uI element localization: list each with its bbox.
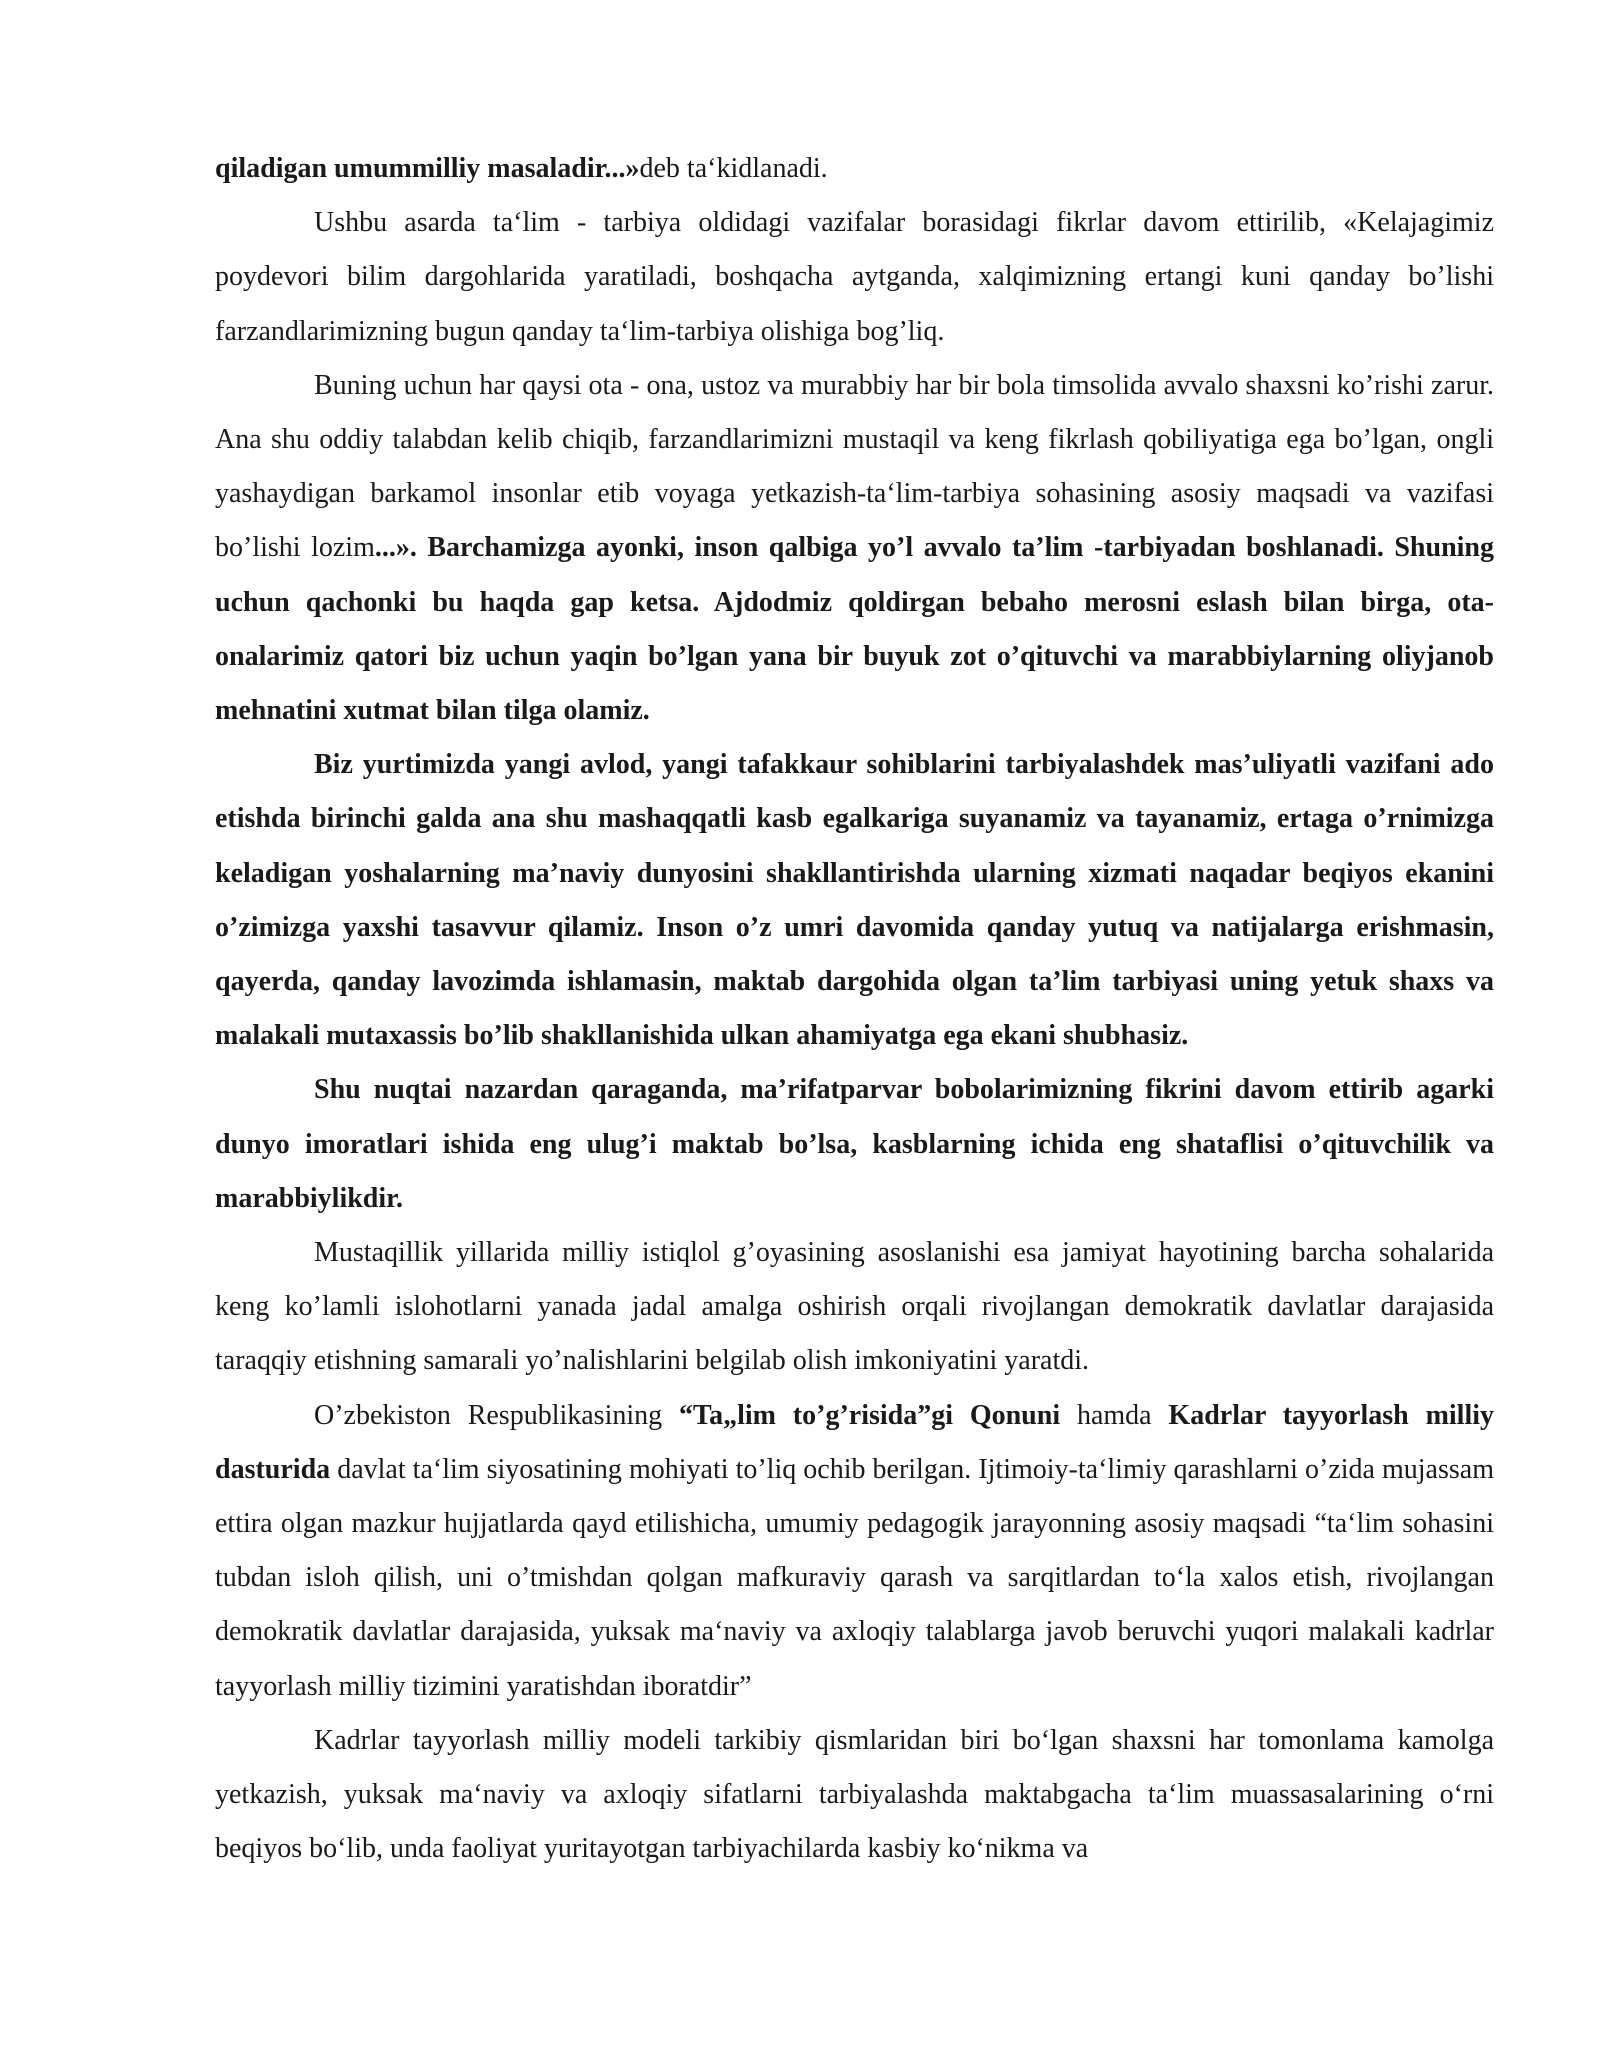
text-run: O’zbekiston Respublikasining — [314, 1399, 679, 1431]
text-run-bold: “Ta„lim to’g’risida”gi Qonuni — [678, 1399, 1061, 1431]
text-run: hamda — [1060, 1399, 1169, 1431]
text-run-bold: Biz yurtimizda yangi avlod, yangi tafakkaur sohiblarini tarbiyalashdek mas’uliyatli vazifani ado etishda birinchi galda ana shu mashaqqatli kasb egalkariga suyanamiz va tayanamiz, ertaga o’rnimizga keladigan yoshalarning ma’naviy dunyosini shakllantirishda ularning xizmati naqadar beqiyos ekanini o’zimizga yaxshi tasavvur qilamiz. Inson o’z umri davomida qanday yutuq va natijalarga erishmasin, qayerda, qanday lavozimda ishlamasin, maktab dargohida olgan ta’lim tarbiyasi uning yetuk shaxs va malakali mutaxassis bo’lib shakllanishida ulkan ahamiyatga ega ekani shubhasiz. — [215, 749, 1494, 1052]
paragraph — [215, 738, 1494, 1063]
text-run: Ushbu asarda ta‘lim - tarbiya oldidagi vazifalar borasidagi fikrlar davom ettirilib, «Kelajagimiz poydevori bilim dargohlarida yaratiladi, boshqacha aytganda, xalqimizning ertangi kuni qanday bo’lishi farzandlarimizning bugun qanday ta‘lim-tarbiya olishiga bog’liq. — [215, 207, 1494, 347]
text-run: Kadrlar tayyorlash milliy modeli tarkibiy qismlaridan biri bo‘lgan shaxsni har tomonlama kamolga yetkazish, yuksak ma‘naviy va axloqiy sifatlarni tarbiyalashda maktabgacha ta‘lim muassasalarining o‘rni beqiyos bo‘lib, unda faoliyat yuritayotgan tarbiyachilarda kasbiy ko‘nikma va — [215, 1724, 1494, 1865]
document-page — [215, 142, 1494, 1877]
text-run: Buning uchun har qaysi ota - ona, ustoz va murabbiy har bir bola timsolida avvalo shaxsni ko’rishi zarur. Ana shu oddiy talabdan kelib chiqib, farzandlarimizni mustaqil va keng fikrlash qobiliyatiga ega bo’lgan, ongli yashaydigan barkamol insonlar etib voyaga yetkazish-ta‘lim-tarbiya sohasining asosiy maqsadi va vazifasi bo’lishi lozim — [215, 369, 1494, 564]
text-run-bold: qiladigan umummilliy masaladir...» — [215, 153, 640, 184]
paragraph — [215, 359, 1494, 738]
paragraph — [215, 142, 1494, 196]
text-run-bold: Shu nuqtai nazardan qaraganda, ma’rifatparvar bobolarimizning fikrini davom ettirib agarki dunyo imoratlari ishida eng ulug’i maktab bo’lsa, kasblarning ichida eng shataflisi o’qituvchilik va marabbiylikdir. — [215, 1074, 1494, 1214]
paragraph — [215, 1226, 1494, 1389]
paragraph — [215, 1714, 1494, 1877]
text-run: deb ta‘kidlanadi. — [639, 153, 828, 184]
text-run: davlat ta‘lim siyosatining mohiyati to’liq ochib berilgan. Ijtimoiy-ta‘limiy qarashlarni o’zida mujassam ettira olgan mazkur hujjatlarda qayd etilishicha, umumiy pedagogik jarayonning asosiy maqsadi “ta‘lim sohasini tubdan isloh qilish, uni o’tmishdan qolgan mafkuraviy qarash va sarqitlardan to‘la xalos etish, rivojlangan demokratik davlatlar darajasida, yuksak ma‘naviy va axloqiy talablarga javob beruvchi yuqori malakali kadrlar tayyorlash milliy tizimini yaratishdan iboratdir” — [215, 1453, 1494, 1702]
paragraph — [215, 1389, 1494, 1714]
text-run: Mustaqillik yillarida milliy istiqlol g’oyasining asoslanishi esa jamiyat hayotining barcha sohalarida keng ko’lamli islohotlarni yanada jadal amalga oshirish orqali rivojlangan demokratik davlatlar darajasida taraqqiy etishning samarali yo’nalishlarini belgilab olish imkoniyatini yaratdi. — [215, 1237, 1494, 1377]
text-run-bold: Kadrlar tayyorlash milliy dasturida — [215, 1399, 1495, 1485]
paragraph — [215, 1063, 1494, 1226]
paragraph — [215, 196, 1494, 359]
text-run-bold: ...». Barchamizga ayonki, inson qalbiga yo’l avvalo ta’lim -tarbiyadan boshlanadi. Shuning uchun qachonki bu haqda gap ketsa. Ajdodmiz qoldirgan bebaho merosni eslash bilan birga, ota-onalarimiz qatori biz uchun yaqin bo’lgan yana bir buyuk zot o’qituvchi va marabbiylarning oliyjanob mehnatini xutmat bilan tilga olamiz. — [215, 532, 1495, 727]
